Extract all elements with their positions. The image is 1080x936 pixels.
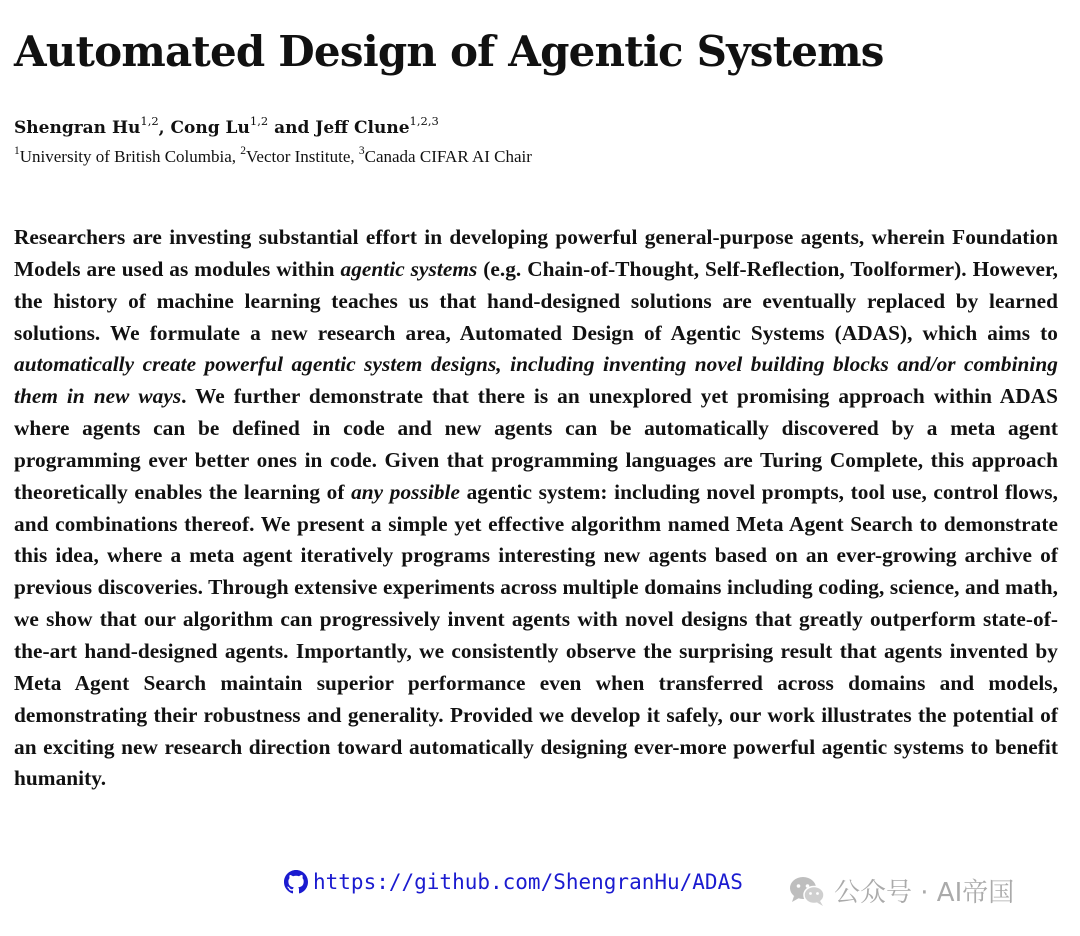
author-affiliation-marker: 1,2 — [249, 114, 269, 129]
author-name: Jeff Clune — [315, 118, 410, 138]
abstract-emphasis: automatically create powerful agentic system designs, including inventing novel building blocks and/or combining them in new ways — [14, 352, 1058, 409]
author-name: Cong Lu — [170, 118, 250, 138]
affiliation-list — [14, 146, 532, 168]
paper-title: Automated Design of Agentic Systems — [14, 27, 884, 76]
abstract-paragraph — [14, 222, 1058, 795]
abstract-emphasis: any possible — [351, 479, 460, 504]
affiliation-number: 1 — [14, 145, 20, 158]
wechat-icon — [788, 875, 826, 907]
repository-link-row — [284, 870, 743, 894]
author-affiliation-marker: 1,2,3 — [409, 114, 439, 129]
affiliation-number: 2 — [240, 145, 247, 158]
affiliation-separator: , — [231, 147, 241, 166]
author-separator: and — [268, 118, 316, 138]
author-affiliation-marker: 1,2 — [140, 114, 159, 129]
paper-page — [14, 0, 1058, 936]
affiliation-name: Canada CIFAR AI Chair — [364, 147, 532, 166]
watermark-text: 公众号 · AI帝国 — [834, 878, 1015, 908]
affiliation-number: 3 — [358, 145, 365, 158]
author-name: Shengran Hu — [14, 118, 141, 138]
author-list — [14, 116, 439, 140]
affiliation-name: University of British Columbia — [19, 147, 232, 166]
abstract-text: (e.g. Chain-of-Thought, Self-Reflection, Toolformer). However, the history of machine learning teaches us that hand-designed solutions are eventually replaced by learned solutions. We formulate a new research area, Automated Design of Agentic Systems (ADAS), which aims to — [14, 256, 1058, 345]
affiliation-separator: , — [350, 147, 359, 166]
repository-url-link[interactable]: https://github.com/ShengranHu/ADAS — [313, 870, 743, 894]
abstract-text: . We further demonstrate that there is an unexplored yet promising approach within ADAS where agents can be defined in code and new agents can be automatically discovered by a meta agent programming ever better ones in code. Given that programming languages are Turing Complete, this approach theoretically enables the learning of — [14, 384, 1058, 504]
abstract-text: agentic system: including novel prompts, tool use, control flows, and combinations thereof. We present a simple yet effective algorithm named Meta Agent Search to demonstrate this idea, where a meta agent iteratively programs interesting new agents based on an ever-growing archive of previous discoveries. Through extensive experiments across multiple domains including coding, science, and math, we show that our algorithm can progressively invent agents with novel designs that greatly outperform state-of-the-art hand-designed agents. Importantly, we consistently observe the surprising result that agents invented by Meta Agent Search maintain superior performance even when transferred across domains and models, demonstrating their robustness and generality. Provided we develop it safely, our work illustrates the potential of an exciting new research direction toward automatically designing ever-more powerful agentic systems to benefit humanity. — [14, 479, 1058, 791]
watermark — [788, 872, 1014, 909]
abstract-text: Researchers are investing substantial effort in developing powerful general-purpose agents, wherein Foundation Models are used as modules within — [14, 225, 1058, 281]
affiliation-name: Vector Institute — [246, 147, 351, 166]
abstract-emphasis: agentic systems — [340, 256, 478, 281]
author-separator: , — [158, 118, 171, 138]
github-icon[interactable] — [284, 870, 308, 894]
